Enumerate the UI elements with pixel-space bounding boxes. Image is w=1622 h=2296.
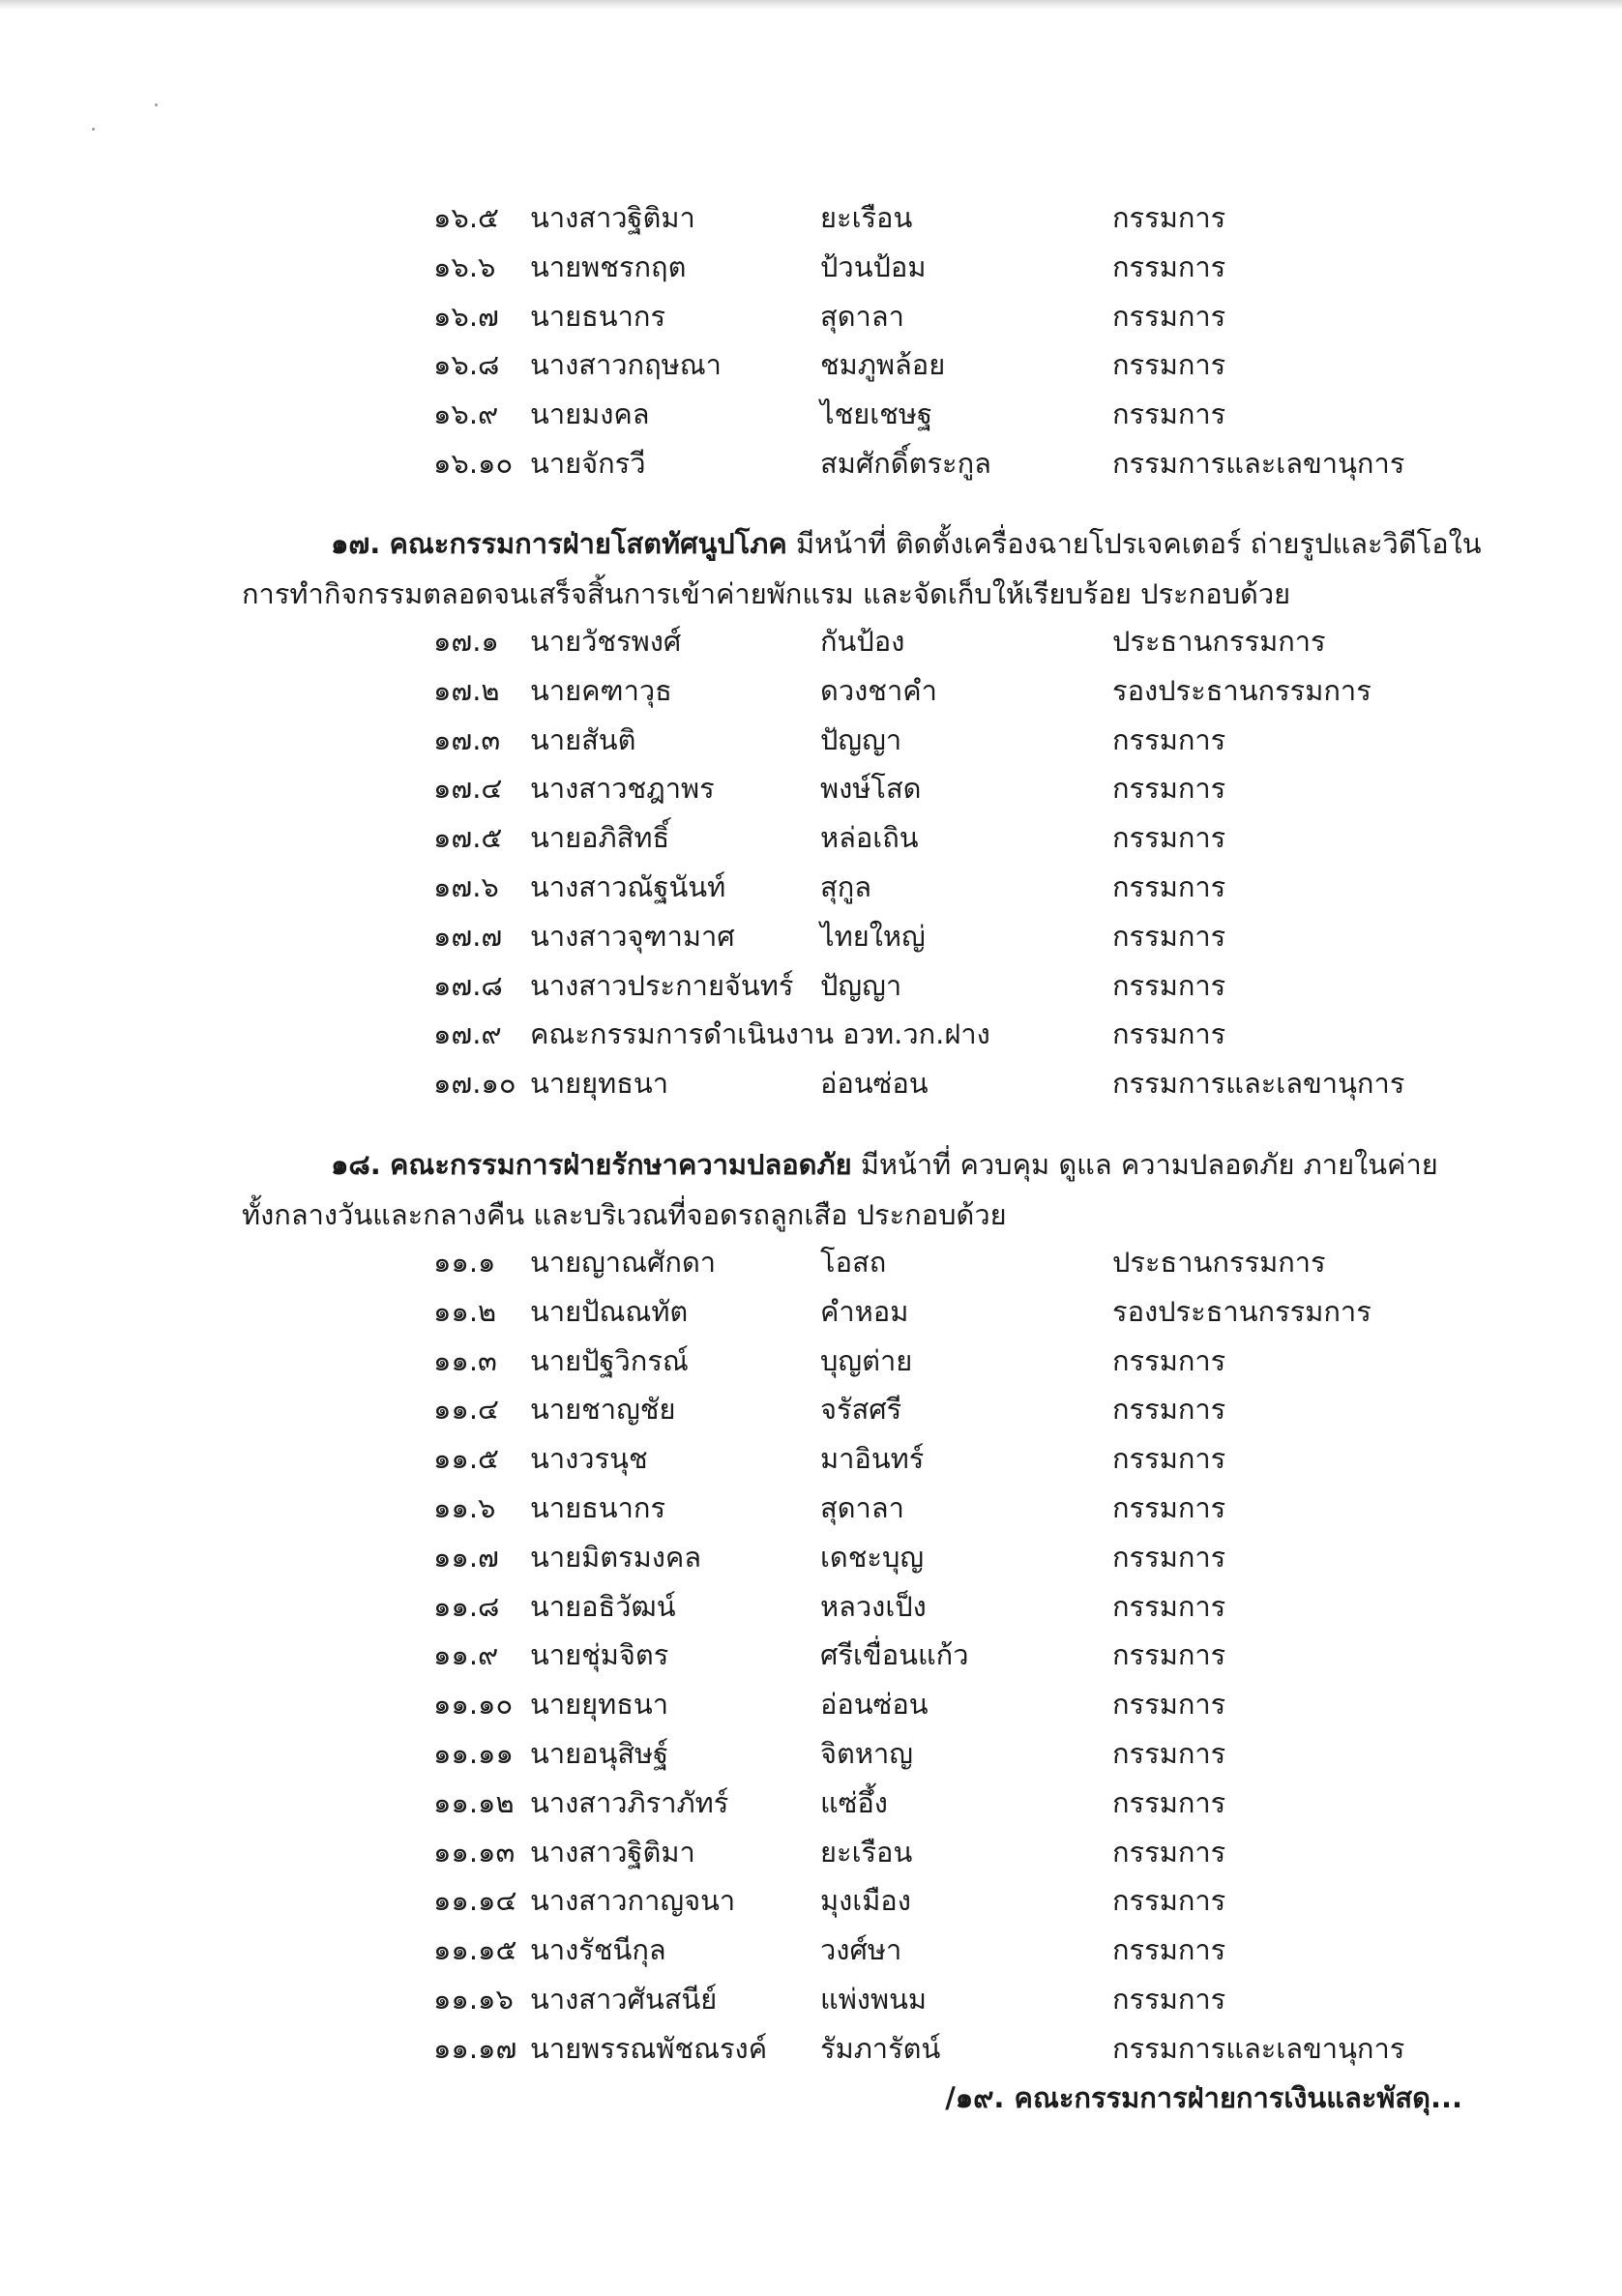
member-surname: เดชะบุญ: [820, 1540, 925, 1574]
section-17-member-list: [0, 617, 1622, 1108]
member-role: กรรมการ: [1112, 1835, 1226, 1869]
member-name: นายสันติ: [530, 722, 636, 756]
member-name: นายธนากร: [530, 1490, 666, 1524]
member-surname: ยะเรือน: [820, 201, 913, 234]
member-role: กรรมการและเลขานุการ: [1112, 446, 1405, 480]
member-number: ๑๑.๑๗: [433, 2031, 517, 2065]
member-row: [0, 1337, 1622, 1386]
member-row: [0, 1828, 1622, 1877]
member-surname: สมศักดิ์ตระกูล: [820, 446, 991, 480]
member-row: [0, 1729, 1622, 1779]
member-surname: กันป้อง: [820, 625, 905, 658]
member-name: นายคฑาวุธ: [530, 673, 672, 707]
member-surname: จรัสศรี: [820, 1393, 902, 1427]
member-number: ๑๖.๗: [433, 299, 499, 333]
scan-speck: [155, 103, 158, 106]
member-row: [0, 439, 1622, 488]
member-row: [0, 1926, 1622, 1975]
member-row: [0, 813, 1622, 863]
member-row: [0, 863, 1622, 912]
member-row: [0, 1434, 1622, 1484]
member-role: กรรมการ: [1112, 722, 1226, 756]
member-number: ๑๑.๑๔: [433, 1884, 517, 1918]
member-surname: จิตหาญ: [820, 1736, 913, 1770]
member-name: นายญาณศักดา: [530, 1246, 717, 1279]
section-18-heading: คณะกรรมการฝ่ายรักษาความปลอดภัย: [390, 1148, 852, 1181]
member-surname: ป้วนป้อม: [820, 250, 927, 283]
member-role: กรรมการ: [1112, 1736, 1226, 1770]
member-number: ๑๗.๑๐: [433, 1067, 516, 1101]
member-name: นายปัฐวิกรณ์: [530, 1343, 689, 1377]
member-role: กรรมการ: [1112, 869, 1226, 903]
member-name: นายอธิวัฒน์: [530, 1589, 676, 1623]
member-name: นายอนุสิษฐ์: [530, 1736, 669, 1770]
member-number: ๑๑.๑๕: [433, 1933, 517, 1967]
member-number: ๑๑.๒: [433, 1294, 497, 1328]
member-number: ๑๖.๑๐: [433, 446, 514, 480]
member-role: กรรมการ: [1112, 1785, 1226, 1819]
member-role: กรรมการ: [1112, 1933, 1226, 1967]
member-surname: รัมภารัตน์: [820, 2031, 941, 2065]
member-name: นายธนากร: [530, 299, 666, 333]
member-row: [0, 666, 1622, 716]
member-surname: หล่อเถิน: [820, 821, 919, 855]
member-number: ๑๗.๒: [433, 673, 500, 707]
member-row: [0, 1582, 1622, 1632]
member-surname: ปัญญา: [820, 968, 902, 1002]
section-18-member-list: [0, 1238, 1622, 2074]
member-role: กรรมการ: [1112, 348, 1226, 382]
member-number: ๑๖.๕: [433, 201, 499, 234]
member-name: นางสาวชฎาพร: [530, 772, 715, 806]
member-surname: ชมภูพล้อย: [820, 348, 946, 382]
member-number: ๑๑.๔: [433, 1393, 499, 1427]
member-surname: หลวงเป็ง: [820, 1589, 927, 1623]
member-role: กรรมการ: [1112, 1540, 1226, 1574]
member-row: [0, 1779, 1622, 1828]
member-name: นายอภิสิทธิ์: [530, 821, 670, 855]
member-number: ๑๑.๖: [433, 1490, 496, 1524]
member-role: รองประธานกรรมการ: [1112, 673, 1371, 707]
member-name: นางสาวประกายจันทร์: [530, 968, 794, 1002]
member-surname: สุดาลา: [820, 299, 904, 333]
member-role: กรรมการ: [1112, 1688, 1226, 1722]
member-number: ๑๑.๑๐: [433, 1688, 514, 1722]
section-18-number: ๑๘.: [331, 1148, 381, 1181]
member-name: นางรัชนีกุล: [530, 1933, 666, 1967]
member-surname: ดวงชาคำ: [820, 673, 937, 707]
member-surname: ศรีเขื่อนแก้ว: [820, 1638, 969, 1672]
member-role: กรรมการ: [1112, 968, 1226, 1002]
member-row: [0, 1059, 1622, 1108]
member-row: [0, 2024, 1622, 2074]
member-row: [0, 390, 1622, 439]
member-number: ๑๗.๕: [433, 821, 503, 855]
section-18-duty-line2: ทั้งกลางวันและกลางคืน และบริเวณที่จอดรถลูกเสือ ประกอบด้วย: [242, 1198, 1007, 1231]
member-name: นางสาวศันสนีย์: [530, 1982, 718, 2016]
member-number: ๑๗.๙: [433, 1017, 502, 1051]
member-row: [0, 1680, 1622, 1729]
member-number: ๑๖.๘: [433, 348, 500, 382]
member-name: นายปัณณทัต: [530, 1294, 689, 1328]
member-surname: แพ่งพนม: [820, 1982, 928, 2016]
member-role: กรรมการ: [1112, 772, 1226, 806]
member-number: ๑๑.๑: [433, 1246, 496, 1279]
member-surname: โอสถ: [820, 1246, 887, 1279]
member-number: ๑๑.๘: [433, 1589, 500, 1623]
member-row: [0, 1533, 1622, 1582]
member-name: นางสาวฐิติมา: [530, 1835, 695, 1869]
member-number: ๑๗.๖: [433, 869, 499, 903]
member-name: นางสาวภิราภัทร์: [530, 1785, 729, 1819]
member-number: ๑๗.๗: [433, 919, 503, 953]
member-surname: อ่อนซ่อน: [820, 1688, 929, 1722]
member-name: นายพชรกฤต: [530, 250, 687, 283]
section-17-duty-line2: การทำกิจกรรมตลอดจนเสร็จสิ้นการเข้าค่ายพักแรม และจัดเก็บให้เรียบร้อย ประกอบด้วย: [242, 577, 1291, 610]
member-number: ๑๖.๖: [433, 250, 496, 283]
member-number: ๑๑.๕: [433, 1442, 499, 1476]
member-number: ๑๑.๙: [433, 1638, 499, 1672]
member-name: นายพรรณพัชณรงค์: [530, 2031, 768, 2065]
section-17-heading: คณะกรรมการฝ่ายโสตทัศนูปโภค: [389, 527, 787, 560]
member-surname: ยะเรือน: [820, 1835, 913, 1869]
member-surname: วงศ์ษา: [820, 1933, 902, 1967]
member-row: [0, 1631, 1622, 1680]
member-surname: ไทยใหญ่: [820, 919, 926, 953]
member-row: [0, 1876, 1622, 1926]
member-row: [0, 617, 1622, 666]
member-row: [0, 1975, 1622, 2024]
next-page-continuation: /๑๙. คณะกรรมการฝ่ายการเงินและพัสดุ...: [945, 2081, 1462, 2114]
member-name: นายมงคล: [530, 397, 650, 431]
member-row: [0, 340, 1622, 390]
member-role: ประธานกรรมการ: [1112, 1246, 1326, 1279]
member-name: นางสาวณัฐนันท์: [530, 869, 726, 903]
member-row: [0, 1484, 1622, 1533]
member-surname: แซ่อึ้ง: [820, 1785, 888, 1819]
member-name: นางสาวฐิติมา: [530, 201, 695, 234]
member-name: นายมิตรมงคล: [530, 1540, 702, 1574]
section-17-number: ๑๗.: [331, 527, 381, 560]
member-number: ๑๑.๑๑: [433, 1736, 514, 1770]
member-name: นายชาญชัย: [530, 1393, 676, 1427]
member-number: ๑๑.๑๖: [433, 1982, 514, 2016]
member-surname: พงษ์โสด: [820, 772, 922, 806]
member-row: [0, 912, 1622, 961]
member-row: [0, 1287, 1622, 1337]
member-number: ๑๗.๔: [433, 772, 503, 806]
member-role: กรรมการ: [1112, 1393, 1226, 1427]
member-role: กรรมการ: [1112, 1884, 1226, 1918]
member-number: ๑๑.๑๓: [433, 1835, 516, 1869]
member-name: คณะกรรมการดำเนินงาน อวท.วก.ฝาง: [530, 1017, 990, 1051]
member-role: รองประธานกรรมการ: [1112, 1294, 1371, 1328]
member-surname: บุญต่าย: [820, 1343, 913, 1377]
member-role: กรรมการ: [1112, 1589, 1226, 1623]
section-17-duty-line1: มีหน้าที่ ติดตั้งเครื่องฉายโปรเจคเตอร์ ถ่ายรูปและวิดีโอใน: [796, 527, 1482, 560]
member-surname: สุดาลา: [820, 1490, 904, 1524]
member-row: [0, 961, 1622, 1011]
member-row: [0, 243, 1622, 292]
member-number: ๑๑.๓: [433, 1343, 497, 1377]
member-role: กรรมการ: [1112, 201, 1226, 234]
member-row: [0, 1385, 1622, 1434]
member-row: [0, 1010, 1622, 1059]
member-surname: อ่อนซ่อน: [820, 1067, 929, 1101]
member-name: นายวัชรพงศ์: [530, 625, 682, 658]
member-surname: มุงเมือง: [820, 1884, 911, 1918]
section-18-duty-line1: มีหน้าที่ ควบคุม ดูแล ความปลอดภัย ภายในค่าย: [860, 1148, 1438, 1181]
member-number: ๑๗.๘: [433, 968, 503, 1002]
member-number: ๑๑.๑๒: [433, 1785, 515, 1819]
member-number: ๑๗.๑: [433, 625, 499, 658]
member-row: [0, 292, 1622, 341]
member-role: กรรมการ: [1112, 1442, 1226, 1476]
member-number: ๑๑.๗: [433, 1540, 499, 1574]
member-role: กรรมการ: [1112, 1017, 1226, 1051]
member-role: กรรมการ: [1112, 1490, 1226, 1524]
member-role: กรรมการ: [1112, 919, 1226, 953]
member-surname: ไชยเชษฐ: [820, 397, 932, 431]
member-role: กรรมการ: [1112, 250, 1226, 283]
member-role: ประธานกรรมการ: [1112, 625, 1326, 658]
member-name: นางวรนุช: [530, 1442, 648, 1476]
member-surname: สุกูล: [820, 869, 872, 903]
member-name: นางสาวกาญจนา: [530, 1884, 736, 1918]
member-name: นายชุ่มจิตร: [530, 1638, 669, 1672]
member-name: นางสาวกฤษณา: [530, 348, 722, 382]
section-16-member-list: [0, 193, 1622, 488]
member-name: นายจักรวี: [530, 446, 646, 480]
member-role: กรรมการ: [1112, 1982, 1226, 2016]
member-surname: คำหอม: [820, 1294, 909, 1328]
member-row: [0, 193, 1622, 243]
section-18-paragraph: [242, 1139, 1462, 1240]
member-role: กรรมการและเลขานุการ: [1112, 1067, 1405, 1101]
member-surname: มาอินทร์: [820, 1442, 925, 1476]
section-17-paragraph: [242, 518, 1482, 619]
scan-speck: [92, 128, 95, 131]
member-row: [0, 764, 1622, 813]
member-name: นายยุทธนา: [530, 1688, 669, 1722]
member-surname: ปัญญา: [820, 722, 902, 756]
member-role: กรรมการ: [1112, 397, 1226, 431]
member-name: นางสาวจุฑามาศ: [530, 919, 735, 953]
member-role: กรรมการและเลขานุการ: [1112, 2031, 1405, 2065]
member-role: กรรมการ: [1112, 1343, 1226, 1377]
scan-shadow: [0, 0, 1622, 10]
member-role: กรรมการ: [1112, 821, 1226, 855]
member-row: [0, 1238, 1622, 1287]
member-row: [0, 716, 1622, 765]
member-number: ๑๖.๙: [433, 397, 499, 431]
member-role: กรรมการ: [1112, 1638, 1226, 1672]
member-name: นายยุทธนา: [530, 1067, 669, 1101]
member-role: กรรมการ: [1112, 299, 1226, 333]
member-number: ๑๗.๓: [433, 722, 501, 756]
